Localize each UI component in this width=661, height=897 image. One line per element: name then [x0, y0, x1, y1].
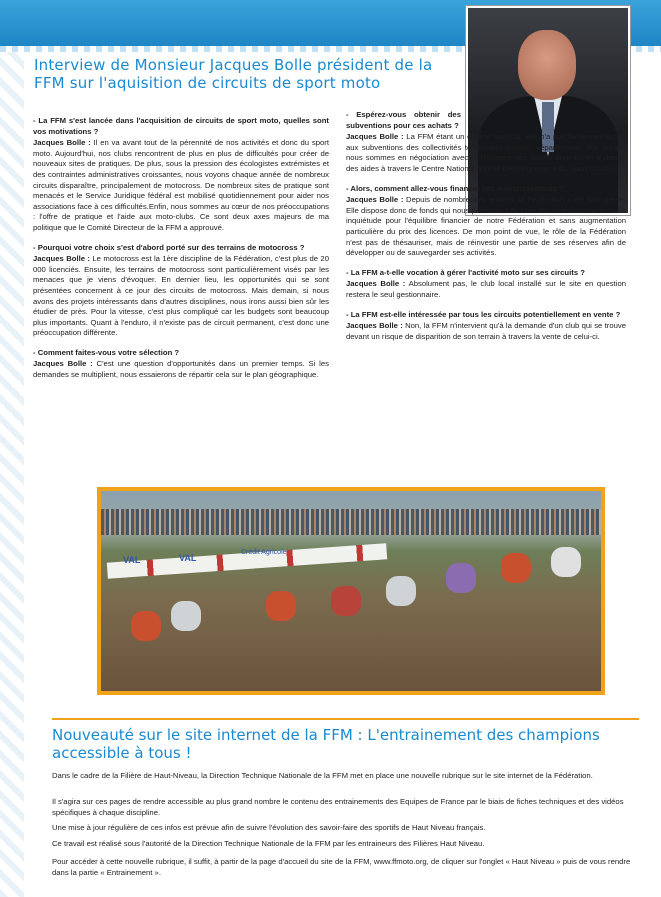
news-title: Nouveauté sur le site internet de la FFM : L'entrainement des champions accessible à tous !	[52, 726, 600, 762]
answer-text: Depuis de nombreuses années, la Fédération a été bien gérée. Elle dispose donc de fonds qui nous permettent de faire des investissements sans inquiétude pour l'équilibre financier de notre Fédération et sans augmentation particulière du prix des licences. De mon point de vue, le rôle de la Fédération n'est pas de thésauriser, mais de réinvestir une partie de ses réserves afin de développer ou de sauvegarder ses activités.	[346, 195, 626, 258]
motocross-race-photo	[97, 487, 605, 695]
answer	[33, 254, 329, 339]
speaker: Jacques Bolle :	[346, 195, 404, 205]
question: - La FFM s'est lancée dans l'acquisition de circuits de sport moto, quelles sont vos motivations ?	[33, 116, 329, 136]
news-paragraph: Il s'agira sur ces pages de rendre accessible au plus grand nombre le contenu des entrainements des Equipes de France par le biais de fiches techniques et des vidéos spécifiques à chaque discipline.	[52, 797, 624, 817]
answer	[33, 359, 329, 380]
answer	[33, 138, 329, 233]
speaker: Jacques Bolle :	[33, 138, 91, 148]
speaker: Jacques Bolle :	[346, 132, 404, 142]
news-paragraph: Dans le cadre de la Filière de Haut-Niveau, la Direction Technique Nationale de la FFM met en place une nouvelle rubrique sur le site internet de la Fédération.	[52, 771, 593, 780]
question: - La FFM est-elle intéressée par tous les circuits potentiellement en vente ?	[346, 309, 621, 319]
question: - Alors, comment allez-vous financer ces investissements ?	[346, 183, 564, 193]
answer-text: La FFM étant un organe national, elle n'a pas facilement accès aux subventions des collectivités territoriales (région, département). Par contre, nous sommes en négociation avec le Ministère des Sports pour tenter d'obtenir des aides à travers le Centre National pour le Développement du Sport (CNDS).	[346, 132, 626, 173]
speaker: Jacques Bolle :	[33, 254, 90, 264]
answer-text: Il en va avant tout de la pérennité de nos activités et donc du sport moto. Aujourd'hui, nos clubs rencontrent de plus en plus de difficultés pour créer de nouveaux sites de pratiques. De plus, sous la pression des écologistes extrémistes et des contraintes administratives croissantes, nous voyons chaque année de nombreux circuits disparaître, principalement de motocross. De nombreux sites de pratique sont menacés et le Service Juridique fédéral est mobilisé quotidiennement pour aider nos associations face à ces difficultés.Enfin, nous sommes au cœur de nos préoccupations : l'offre de pratique et l'aide aux moto-clubs. Ce sont deux axes majeurs de ma politique que le Comité Directeur de la FFM a approuvé.	[33, 138, 329, 232]
answer-text: Absolument pas, le club local installé sur le site en question restera le seul gestionnaire.	[346, 279, 626, 299]
news-paragraph: Ce travail est réalisé sous l'autorité de la Direction Technique Nationale de la FFM par les entraineurs des Filières Haut Niveau.	[52, 839, 485, 848]
news-paragraph: Une mise à jour régulière de ces infos est prévue afin de suivre l'évolution des savoir-faire des sportifs de Haut Niveau français.	[52, 823, 486, 832]
answer-text: Le motocross est la 1ère discipline de la Fédération, c'est plus de 20 000 licenciés. Ensuite, les terrains de motocross sont particulièrement visés par les menaces que je viens d'évoquer. En dernier lieu, les opportunités qui se sont présentées concernent à ce jour des circuits de motocross. Mais demain, si nous avons des projets intéressants dans d'autres disciplines, nous irons aussi bien sûr les étudier de près. Pour la vitesse, c'est plus compliqué car les budgets sont beaucoup plus importants. Quant à l'enduro, il n'existe pas de circuit permanent, c'est donc une préoccupation différente.	[33, 254, 329, 338]
answer-text: C'est une question d'opportunités dans un premier temps. Si les demandes se multiplient, nous essaierons de répartir cela sur le plan géographique.	[33, 359, 329, 380]
question: - Comment faites-vous votre sélection ?	[33, 347, 180, 357]
question: - Pourquoi votre choix s'est d'abord porté sur des terrains de motocross ?	[33, 242, 305, 252]
answer	[346, 195, 626, 259]
decorative-stripes	[0, 52, 24, 897]
answer	[346, 321, 626, 342]
news-paragraph: Pour accéder à cette nouvelle rubrique, il suffit, à partir de la page d'accueil du site de la FFM, www.ffmoto.org, de cliquer sur l'onglet « Haut Niveau » puis de vous rendre dans la partie « Entrainement ».	[52, 857, 631, 877]
section-divider	[52, 718, 639, 720]
answer-text: Non, la FFM n'intervient qu'à la demande d'un club qui se trouve devant un risque de disparition de son terrain à travers la vente de celui-ci.	[346, 321, 626, 341]
article-title: Interview de Monsieur Jacques Bolle président de la FFM sur l'aquisition de circuits de sport moto	[34, 56, 433, 92]
answer	[346, 279, 626, 300]
answer	[346, 132, 626, 174]
speaker: Jacques Bolle :	[33, 359, 93, 369]
speaker: Jacques Bolle :	[346, 279, 406, 289]
question: - La FFM a-t-elle vocation à gérer l'activité moto sur ses circuits ?	[346, 267, 585, 277]
left-column	[33, 116, 329, 390]
right-column	[346, 110, 626, 351]
banner-text: Crédit Agricole	[241, 549, 287, 556]
question: - Espérez-vous obtenir des subventions pour ces achats ?	[346, 110, 461, 130]
banner-text: VAL	[179, 553, 197, 563]
speaker: Jacques Bolle :	[346, 321, 403, 331]
banner-text: VAL	[123, 555, 141, 565]
